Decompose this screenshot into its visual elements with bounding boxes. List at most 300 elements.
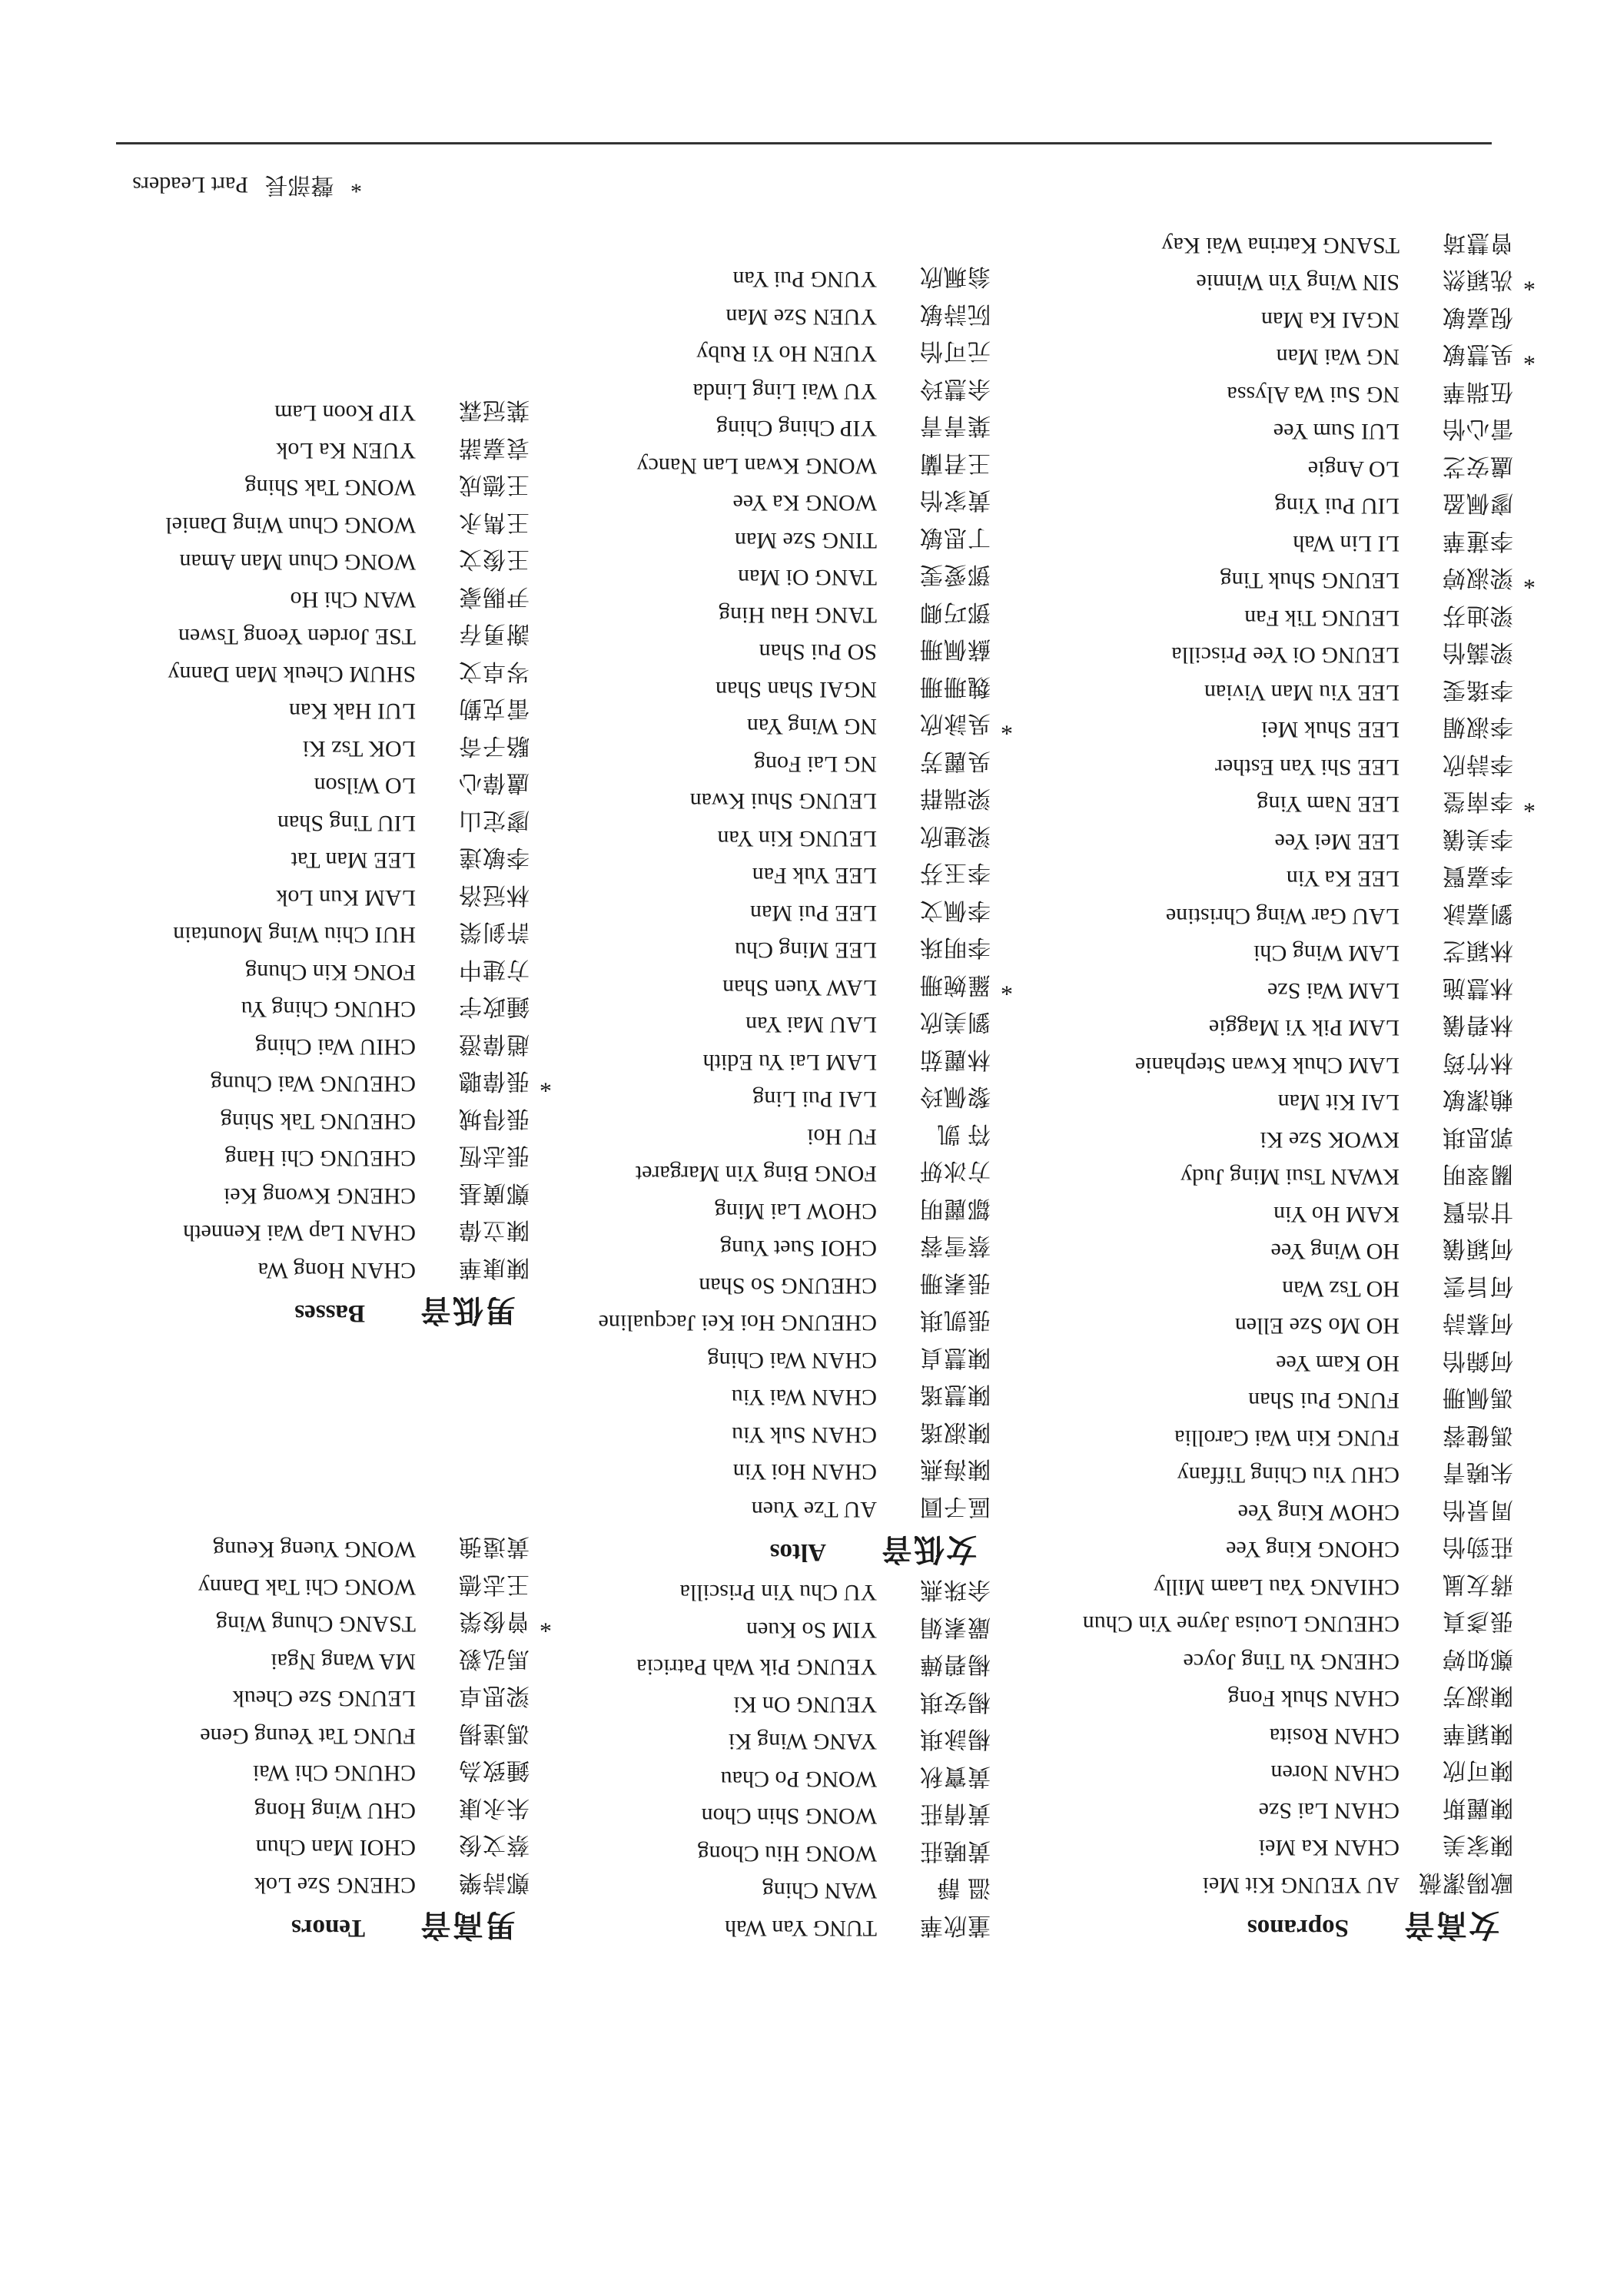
member-row xyxy=(569,1342,1023,1379)
member-name-zh: 林穎芝 xyxy=(1442,937,1513,964)
member-name-en: CHENG Kwong Kei xyxy=(224,1183,416,1209)
member-name-en: CHEUNG Louisa Jayne Yin Chun xyxy=(1082,1611,1399,1637)
member-name-en: LIU Pui Ying xyxy=(1274,493,1399,519)
member-name-en: CHU Wing Hong xyxy=(254,1797,416,1823)
member-name-en: YU Wai Ling Linda xyxy=(692,378,877,404)
member-name-en: WAN Chi Ho xyxy=(290,586,416,612)
member-name-zh: 陳康華 xyxy=(458,1254,530,1280)
member-name-en: CHUNG Ching Yu xyxy=(241,997,416,1023)
member-name-en: LEUNG Shui Kwan xyxy=(689,788,877,815)
member-name-zh: 鍾致為 xyxy=(458,1757,530,1783)
member-name-en: LAI Pui Ling xyxy=(752,1087,877,1113)
member-row xyxy=(992,1047,1546,1084)
member-row xyxy=(992,264,1546,301)
member-row xyxy=(992,376,1546,413)
member-row xyxy=(992,1792,1546,1830)
member-name-zh: 王雋永 xyxy=(458,509,530,535)
basses-list xyxy=(24,394,562,1289)
member-name-zh: 梁建欣 xyxy=(919,822,991,848)
member-row xyxy=(569,1453,1023,1491)
member-row xyxy=(992,1419,1546,1457)
member-name-zh: 余珠燕 xyxy=(919,1577,991,1603)
member-name-en: AU YEUNG Kit Mei xyxy=(1202,1872,1399,1898)
member-name-en: CHAN Wai Yiu xyxy=(731,1385,877,1411)
member-name-en: LAW Yuen Shan xyxy=(722,974,877,1000)
member-name-en: CHENG Yu Ting Joyce xyxy=(1183,1648,1399,1674)
part-leader-star: * xyxy=(1001,712,1013,741)
member-name-zh: 葉青青 xyxy=(919,413,991,439)
member-name-zh: 翁珮欣 xyxy=(919,264,991,290)
member-name-en: LEE Mei Yee xyxy=(1274,828,1399,854)
member-name-en: CHEUNG Tak Shing xyxy=(220,1108,416,1134)
section-title-zh: 女高音 xyxy=(1403,1908,1499,1943)
member-name-en: WONG Hiu Chong xyxy=(697,1840,877,1866)
member-name-en: FUNG Tat Yeung Gene xyxy=(200,1723,416,1749)
member-name-en: SO Pui Shan xyxy=(759,639,877,665)
member-name-zh: 黃家怡 xyxy=(919,487,991,513)
member-row xyxy=(24,1531,562,1568)
member-name-en: CHOW King Yee xyxy=(1237,1499,1399,1525)
member-row xyxy=(569,1043,1023,1081)
member-name-en: NG Sui Wa Alyssa xyxy=(1227,381,1399,407)
part-leader-star: * xyxy=(1523,268,1536,297)
member-name-en: HO Kam Yee xyxy=(1276,1350,1399,1376)
member-name-en: YIM So Kuen xyxy=(746,1617,877,1643)
member-name-zh: 黃曉莊 xyxy=(919,1837,991,1863)
member-name-zh: 李瑤雯 xyxy=(1442,676,1513,702)
part-leader-star: * xyxy=(540,1070,552,1098)
member-name-zh: 馮佩珊 xyxy=(1442,1385,1513,1411)
member-row xyxy=(24,543,562,581)
legend-star: * xyxy=(350,172,362,197)
member-name-en: LOK Tsz Ki xyxy=(302,735,416,761)
member-name-en: TSANG Chung Wing xyxy=(216,1611,416,1637)
member-name-en: CHEUNG So Shan xyxy=(699,1272,877,1299)
member-name-en: CHAN Wai Ching xyxy=(707,1347,877,1373)
member-name-en: YIP Ching Ching xyxy=(716,416,877,442)
member-name-zh: 王俊文 xyxy=(458,546,530,572)
altos-header xyxy=(569,1534,1023,1571)
member-row xyxy=(24,1140,562,1177)
sopranos-column xyxy=(992,227,1546,1947)
member-name-zh: 盧安芝 xyxy=(1442,453,1513,479)
member-name-en: LAM Lai Yu Edith xyxy=(702,1049,877,1075)
member-name-zh: 黎佩玲 xyxy=(919,1083,991,1110)
member-name-en: HUI Chiu Wing Mountain xyxy=(173,922,416,948)
member-row xyxy=(569,1080,1023,1118)
member-row xyxy=(24,692,562,730)
part-leader-star: * xyxy=(1523,343,1536,371)
member-row xyxy=(992,227,1546,264)
section-title-en: Altos xyxy=(769,1538,826,1567)
member-name-zh: 董欣華 xyxy=(919,1912,991,1938)
member-row xyxy=(24,1214,562,1252)
member-name-zh: 符 凱 xyxy=(936,1120,991,1146)
member-name-zh: 張志恆 xyxy=(458,1143,530,1169)
member-name-zh: 鄭如婷 xyxy=(1442,1645,1513,1671)
member-name-en: LEUNG Kin Yan xyxy=(717,825,877,851)
member-name-zh: 雷克勤 xyxy=(458,695,530,722)
member-name-zh: 楊碧嬅 xyxy=(919,1651,991,1677)
member-name-zh: 廖佩盈 xyxy=(1442,490,1513,516)
member-name-en: LEE Ming Chu xyxy=(735,937,877,964)
member-name-zh: 蘇佩珊 xyxy=(919,636,991,662)
member-row xyxy=(24,1643,562,1681)
member-name-en: TING Sze Man xyxy=(735,527,877,553)
member-name-zh: 李淑媚 xyxy=(1442,714,1513,740)
member-name-en: CHAN Shuk Fong xyxy=(1227,1686,1399,1712)
member-row xyxy=(569,1006,1023,1043)
member-row xyxy=(569,559,1023,596)
member-name-en: LAU Gar Wing Christine xyxy=(1165,903,1399,929)
member-row xyxy=(569,894,1023,932)
basses-header xyxy=(24,1295,562,1332)
member-name-zh: 溫 靜 xyxy=(936,1875,991,1901)
member-name-zh: 黃倩莊 xyxy=(919,1800,991,1827)
section-title-en: Tenors xyxy=(291,1914,365,1943)
member-name-zh: 鍾政宇 xyxy=(458,994,530,1020)
member-name-zh: 楊詠琪 xyxy=(919,1726,991,1752)
member-name-en: LAM Chuk Kwan Stephanie xyxy=(1134,1052,1399,1078)
member-name-en: CHOI Suet Yung xyxy=(720,1236,877,1262)
member-name-en: SHUM Cheuk Man Danny xyxy=(168,661,416,687)
member-name-en: WAN Ching xyxy=(762,1878,877,1904)
member-name-zh: 鄧巧卿 xyxy=(919,599,991,625)
member-name-zh: 黃遠強 xyxy=(458,1534,530,1560)
member-name-en: LO Wilson xyxy=(314,773,416,799)
member-row xyxy=(992,1345,1546,1382)
member-name-en: WONG Tak Shing xyxy=(244,475,416,501)
member-name-zh: 朱永康 xyxy=(458,1794,530,1820)
member-row xyxy=(24,1028,562,1066)
section-title-zh: 男高音 xyxy=(419,1908,516,1943)
member-name-zh: 李敏達 xyxy=(458,844,530,871)
member-row xyxy=(569,1909,1023,1947)
sopranos-header xyxy=(992,1909,1546,1946)
member-name-en: LEE Shuk Mei xyxy=(1261,717,1399,743)
member-name-en: YUEN Ka Lok xyxy=(276,437,416,463)
member-name-zh: 趙偉澄 xyxy=(458,1030,530,1057)
member-name-en: LAM Wing Chi xyxy=(1253,941,1399,967)
member-name-en: YUEN Ho Yi Ruby xyxy=(696,341,877,367)
member-name-en: YIP Koon Lam xyxy=(274,400,416,426)
member-row xyxy=(992,1009,1546,1047)
member-row xyxy=(24,618,562,655)
member-name-en: LAM Wai Sze xyxy=(1267,977,1399,1004)
member-name-zh: 葉冠霖 xyxy=(458,397,530,423)
member-row xyxy=(24,1177,562,1215)
member-name-en: CHOW Lai Ming xyxy=(714,1198,877,1224)
member-name-zh: 周景怡 xyxy=(1442,1496,1513,1522)
member-name-en: FONG Bing Yin Margaret xyxy=(635,1161,877,1187)
member-row xyxy=(569,335,1023,373)
member-row xyxy=(992,1680,1546,1717)
member-name-zh: 伍瑞華 xyxy=(1442,378,1513,404)
member-name-zh: 李佩文 xyxy=(919,897,991,923)
member-name-zh: 方建中 xyxy=(458,956,530,982)
member-row xyxy=(569,260,1023,298)
member-name-zh: 蔡雪蓉 xyxy=(919,1233,991,1259)
member-row xyxy=(24,1754,562,1792)
basses-column xyxy=(24,394,562,1332)
member-row xyxy=(569,1118,1023,1156)
member-row xyxy=(569,596,1023,634)
member-name-zh: 朱曉青 xyxy=(1442,1459,1513,1485)
part-leader-star: * xyxy=(1523,566,1536,595)
member-name-zh: 陳穎華 xyxy=(1442,1720,1513,1746)
member-name-zh: 梁思卓 xyxy=(458,1683,530,1709)
member-name-en: KWAN Tsui Ming Judy xyxy=(1180,1164,1399,1190)
member-name-zh: 李玉芬 xyxy=(919,860,991,886)
member-name-en: YUEN Sze Man xyxy=(725,304,877,330)
member-row xyxy=(992,450,1546,488)
member-name-zh: 王君蘭 xyxy=(919,450,991,476)
member-name-en: NG Lai Fong xyxy=(754,751,877,777)
member-name-en: LO Angie xyxy=(1307,456,1399,482)
member-name-en: WONG Yueng Keung xyxy=(213,1537,416,1563)
member-name-en: LEE Pui Man xyxy=(750,900,877,926)
member-name-en: YUNG Pui Yan xyxy=(732,267,877,293)
member-name-en: WONG Kwan Lan Nancy xyxy=(636,453,877,479)
tenors-column xyxy=(24,1531,562,1946)
member-name-zh: 蔡文俊 xyxy=(458,1832,530,1858)
member-row xyxy=(569,484,1023,522)
member-row xyxy=(24,581,562,619)
member-row xyxy=(569,410,1023,447)
member-name-zh: 林碧儀 xyxy=(1442,1012,1513,1038)
member-row xyxy=(569,1723,1023,1760)
member-name-en: CHONG King Yee xyxy=(1226,1537,1399,1563)
member-name-zh: 陳可欣 xyxy=(1442,1757,1513,1783)
member-name-en: CHENG Sze Lok xyxy=(254,1872,416,1898)
member-name-en: CHEUNG Chi Hang xyxy=(224,1146,416,1172)
member-name-zh: 方冰妍 xyxy=(919,1158,991,1184)
member-name-en: NG Wai Man xyxy=(1276,344,1399,370)
member-row xyxy=(992,1754,1546,1792)
member-name-en: CHAN Hong Wa xyxy=(257,1257,416,1283)
member-name-zh: 魏珊珊 xyxy=(919,673,991,699)
member-name-zh: 劉美欣 xyxy=(919,1009,991,1035)
member-name-zh: 馮達揚 xyxy=(458,1720,530,1746)
member-name-en: CHIU Wai Ching xyxy=(255,1034,416,1060)
member-row xyxy=(992,1829,1546,1866)
member-row xyxy=(992,1233,1546,1270)
member-name-zh: 丁思敏 xyxy=(919,524,991,550)
part-leaders-legend xyxy=(121,171,362,204)
member-name-en: FONG Kin Chung xyxy=(245,959,416,985)
member-row xyxy=(569,782,1023,820)
member-row xyxy=(992,972,1546,1010)
legend-en: Part Leaders xyxy=(132,172,248,197)
bottom-rule xyxy=(116,142,1492,144)
member-name-zh: 陳淑瑤 xyxy=(919,1418,991,1445)
member-name-en: CHAN Lap Wai Kenneth xyxy=(183,1220,416,1246)
member-name-en: WONG Chun Wing Daniel xyxy=(165,512,416,538)
member-name-en: TSE Jorden Yeong Tswen xyxy=(178,624,416,650)
member-name-en: NG Wing Yan xyxy=(746,714,877,740)
member-row xyxy=(569,931,1023,969)
member-row xyxy=(569,1760,1023,1798)
member-name-zh: 李詩欣 xyxy=(1442,751,1513,777)
member-name-zh: 鄭廣基 xyxy=(458,1180,530,1206)
member-name-zh: 陳慧瑤 xyxy=(919,1382,991,1408)
member-name-zh: 陳麗斯 xyxy=(1442,1794,1513,1820)
member-name-zh: 盧偉心 xyxy=(458,770,530,796)
member-name-zh: 鄧愛雯 xyxy=(919,562,991,588)
member-row xyxy=(992,599,1546,637)
member-row xyxy=(24,506,562,544)
member-name-zh: 林麗茹 xyxy=(919,1046,991,1072)
member-name-en: CHEUNG Wai Chung xyxy=(210,1071,416,1097)
member-name-en: YEUNG Pik Wah Patricia xyxy=(636,1654,877,1681)
member-name-en: MA Wang Ngai xyxy=(271,1648,416,1674)
member-name-en: CHEUNG Hoi Kei Jacqualine xyxy=(598,1310,877,1336)
member-name-zh: 關翠明 xyxy=(1442,1161,1513,1187)
member-name-zh: 李南瑩 xyxy=(1442,788,1513,815)
member-name-en: TANG Hau Hing xyxy=(719,602,877,628)
member-name-en: LAI Kit Man xyxy=(1277,1090,1399,1116)
member-name-en: TUNG Yan Wah xyxy=(725,1915,877,1941)
member-row xyxy=(24,1680,562,1717)
member-row xyxy=(24,1103,562,1140)
member-row xyxy=(992,1121,1546,1159)
member-name-en: LEUNG Tik Fan xyxy=(1244,605,1399,631)
member-name-zh: 元可怡 xyxy=(919,338,991,364)
member-name-en: LI Lin Wah xyxy=(1293,530,1399,556)
member-row xyxy=(992,338,1546,376)
member-name-zh: 梁瑞群 xyxy=(919,785,991,811)
member-name-zh: 林竹筠 xyxy=(1442,1049,1513,1075)
member-row xyxy=(992,1158,1546,1196)
member-row xyxy=(992,1083,1546,1121)
member-row xyxy=(569,671,1023,708)
member-name-zh: 許釗榮 xyxy=(458,919,530,945)
sopranos-list xyxy=(992,227,1546,1904)
member-name-zh: 梁迪芬 xyxy=(1442,602,1513,628)
member-name-zh: 阮詩敏 xyxy=(919,300,991,327)
member-name-zh: 梁淑婷 xyxy=(1442,565,1513,591)
member-row xyxy=(24,841,562,879)
member-name-zh: 林冠洛 xyxy=(458,881,530,907)
member-name-en: LEE Man Tat xyxy=(291,848,416,874)
member-name-zh: 岑卓文 xyxy=(458,658,530,684)
member-name-en: CHAN Suk Yiu xyxy=(732,1422,877,1448)
member-name-zh: 李蓮華 xyxy=(1442,527,1513,553)
member-name-zh: 冼穎然 xyxy=(1442,267,1513,293)
member-row xyxy=(992,1456,1546,1494)
member-name-en: TANG Oi Man xyxy=(738,565,877,591)
altos-column xyxy=(569,260,1023,1946)
member-name-zh: 鄒麗明 xyxy=(919,1195,991,1221)
member-row xyxy=(569,1611,1023,1649)
member-row xyxy=(992,674,1546,712)
member-row xyxy=(24,767,562,805)
member-row xyxy=(992,823,1546,861)
member-name-en: NGAI Ka Man xyxy=(1261,307,1399,333)
member-row xyxy=(992,301,1546,339)
member-row xyxy=(569,1379,1023,1416)
member-name-en: LUI Hak Kan xyxy=(289,698,416,725)
member-name-zh: 陳家美 xyxy=(1442,1832,1513,1858)
member-name-zh: 陳海燕 xyxy=(919,1456,991,1482)
member-row xyxy=(992,1307,1546,1345)
member-row xyxy=(992,525,1546,562)
member-name-en: LEE Yuk Fan xyxy=(752,863,877,889)
altos-list xyxy=(569,260,1023,1528)
member-name-zh: 何穎儀 xyxy=(1442,1236,1513,1262)
member-name-en: TSANG Katrina Wai Kay xyxy=(1161,232,1399,258)
member-name-en: FUNG Kin Wai Carollia xyxy=(1174,1425,1399,1451)
tenors-list xyxy=(24,1531,562,1903)
member-row xyxy=(24,1568,562,1606)
member-row xyxy=(992,562,1546,599)
member-name-zh: 梁藹怡 xyxy=(1442,639,1513,665)
member-row xyxy=(992,636,1546,674)
member-row xyxy=(24,805,562,842)
member-name-en: KAM Ho Yin xyxy=(1273,1201,1399,1227)
member-row xyxy=(24,1829,562,1866)
member-row xyxy=(24,730,562,768)
member-name-zh: 駱子奇 xyxy=(458,732,530,758)
section-title-zh: 女低音 xyxy=(880,1532,977,1568)
altos-list-continued xyxy=(569,1574,1023,1946)
member-name-en: LEUNG Oi Yee Priscilla xyxy=(1171,642,1399,669)
member-row xyxy=(569,522,1023,559)
member-name-zh: 何錦怡 xyxy=(1442,1347,1513,1373)
member-name-zh: 袁嘉諾 xyxy=(458,434,530,460)
section-title-en: Basses xyxy=(294,1299,365,1328)
member-row xyxy=(24,1605,562,1643)
member-name-en: LUI Sum Yee xyxy=(1273,419,1399,445)
member-row xyxy=(992,1494,1546,1531)
member-name-zh: 王德成 xyxy=(458,472,530,498)
member-row xyxy=(569,745,1023,783)
member-row xyxy=(992,711,1546,748)
member-name-zh: 郭思琪 xyxy=(1442,1123,1513,1150)
member-name-en: LAU Mai Yan xyxy=(745,1012,877,1038)
member-row xyxy=(992,1605,1546,1643)
member-name-en: LEUNG Shuk Ting xyxy=(1220,568,1399,594)
member-row xyxy=(992,748,1546,786)
member-name-en: LEUNG Sze Cheuk xyxy=(232,1686,416,1712)
part-leader-star: * xyxy=(1001,974,1013,1002)
member-row xyxy=(24,1717,562,1755)
member-row xyxy=(24,655,562,693)
member-row xyxy=(569,1872,1023,1909)
member-name-zh: 曾慧琦 xyxy=(1442,229,1513,255)
member-name-zh: 曾俊榮 xyxy=(458,1608,530,1634)
member-row xyxy=(992,1643,1546,1681)
member-name-zh: 林慧施 xyxy=(1442,974,1513,1000)
member-row xyxy=(24,469,562,506)
member-name-en: WONG Chun Man Aman xyxy=(179,549,416,576)
member-name-en: LEE Nam Ying xyxy=(1257,791,1399,818)
member-name-zh: 賴潔敏 xyxy=(1442,1087,1513,1113)
member-name-en: LAM Kun Lok xyxy=(276,884,416,911)
member-name-zh: 吳詠欣 xyxy=(919,711,991,737)
member-name-en: FU Hoi xyxy=(807,1123,877,1150)
member-row xyxy=(24,1792,562,1830)
member-name-zh: 李嘉賢 xyxy=(1442,863,1513,889)
part-leader-star: * xyxy=(540,1610,552,1638)
member-row xyxy=(24,990,562,1028)
member-row xyxy=(992,1866,1546,1904)
member-name-en: NGAI Shan Shan xyxy=(716,676,877,702)
member-name-en: LAM Pik Yi Maggie xyxy=(1208,1015,1399,1041)
member-name-zh: 馬弘毅 xyxy=(458,1645,530,1671)
member-row xyxy=(569,1416,1023,1454)
member-name-zh: 張彥真 xyxy=(1442,1608,1513,1634)
